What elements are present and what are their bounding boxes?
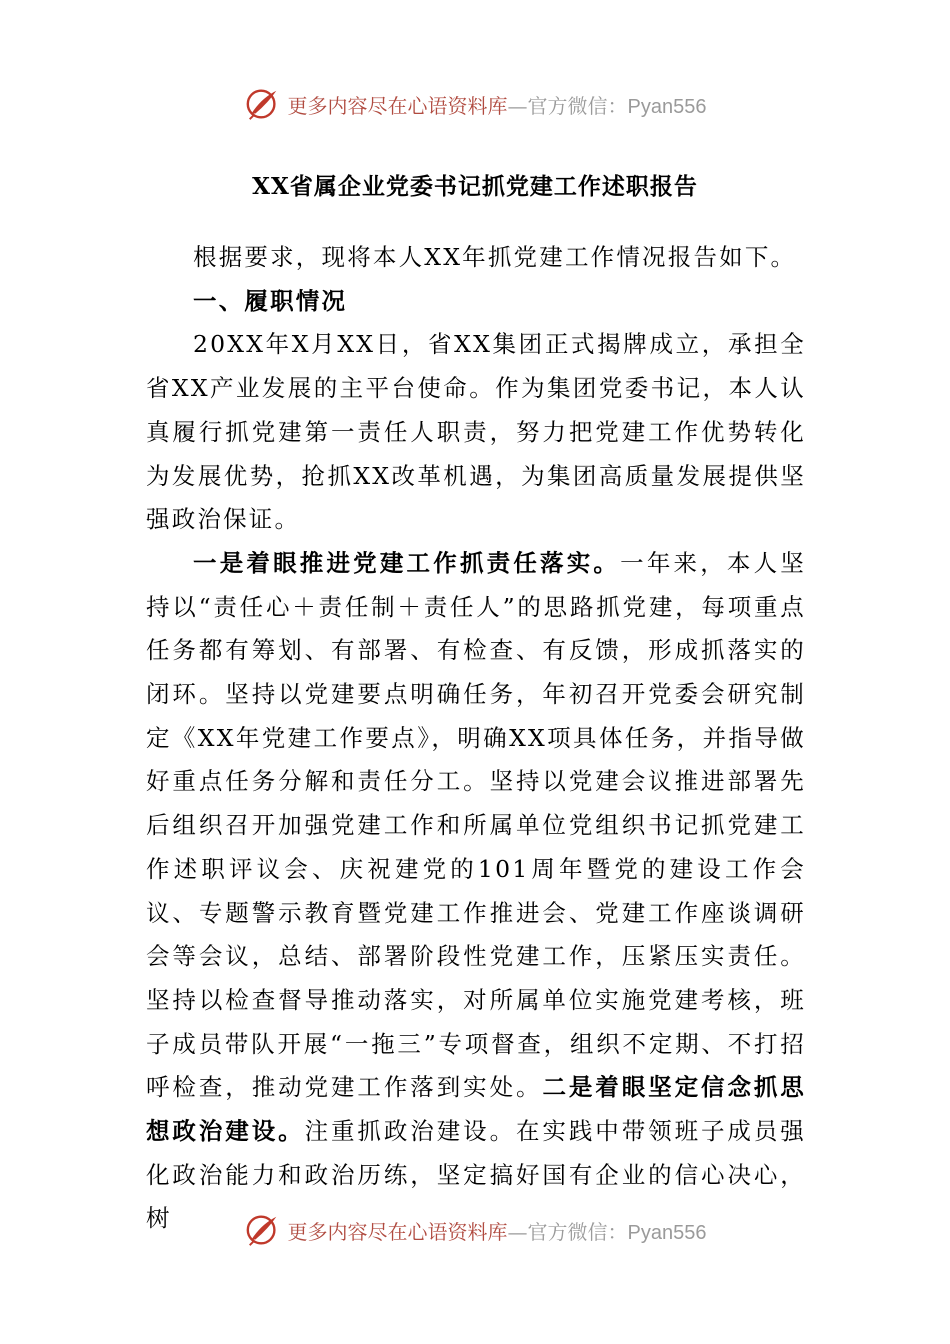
watermark-text bbox=[288, 1216, 707, 1245]
section-heading: 一、履职情况 bbox=[193, 286, 348, 315]
quill-logo-icon bbox=[244, 1211, 282, 1249]
watermark-separator: — bbox=[507, 1219, 528, 1244]
paragraph-2-lead-2: 二是着眼坚定信念抓思想政治建设。 bbox=[146, 1073, 806, 1146]
watermark-brand: 更多内容尽在心语资料库 bbox=[287, 1219, 508, 1244]
intro-paragraph: 根据要求，现将本人XX年抓党建工作情况报告如下。 bbox=[193, 243, 797, 271]
document-body bbox=[146, 236, 806, 1241]
paragraph-2-body: 一年来，本人坚持以“责任心＋责任制＋责任人”的思路抓党建，每项重点任务都有筹划、有部署、有检查、有反馈，形成抓落实的闭环。坚持以党建要点明确任务，年初召开党委会研究制定《XX年党建工作要点》，明确XX项具体任务，并指导做好重点任务分解和责任分工。坚持以党建会议推进部署先后组织召开加强党建工作和所属单位党组织书记抓党建工作述职评议会、庆祝建党的101周年暨党的建设工作会议、专题警示教育暨党建工作推进会、党建工作座谈调研会等会议，总结、部署阶段性党建工作，压紧压实责任。坚持以检查督导推动落实，对所属单位实施党建考核，班子成员带队开展“一拖三”专项督查，组织不定期、不打招呼检查，推动党建工作落到实处。 bbox=[146, 548, 806, 1102]
watermark-text bbox=[288, 90, 707, 119]
watermark-bottom bbox=[0, 1208, 950, 1252]
watermark-wechat-id: Pyan556 bbox=[627, 95, 707, 118]
paragraph-1: 20XX年X月XX日，省XX集团正式揭牌成立，承担全省XX产业发展的主平台使命。作为集团党委书记，本人认真履行抓党建第一责任人职责，努力把党建工作优势转化为发展优势，抢抓XX改革机遇，为集团高质量发展提供坚强政治保证。 bbox=[146, 330, 806, 534]
paragraph-2-lead: 一是着眼推进党建工作抓责任落实。 bbox=[193, 548, 621, 577]
quill-logo-icon bbox=[244, 85, 282, 123]
watermark-wechat-id: Pyan556 bbox=[627, 1221, 707, 1244]
watermark-brand: 更多内容尽在心语资料库 bbox=[287, 93, 508, 118]
document-title: XX省属企业党委书记抓党建工作述职报告 bbox=[252, 173, 698, 200]
watermark-top bbox=[0, 82, 950, 126]
watermark-label: 官方微信： bbox=[527, 93, 628, 118]
paragraph-2-body-2: 注重抓政治建设。在实践中带领班子成员强化政治能力和政治历练，坚定搞好国有企业的信心决心，树 bbox=[146, 1117, 806, 1233]
watermark-label: 官方微信： bbox=[527, 1219, 628, 1244]
watermark-separator: — bbox=[507, 93, 528, 118]
paragraph-2 bbox=[146, 542, 806, 1241]
